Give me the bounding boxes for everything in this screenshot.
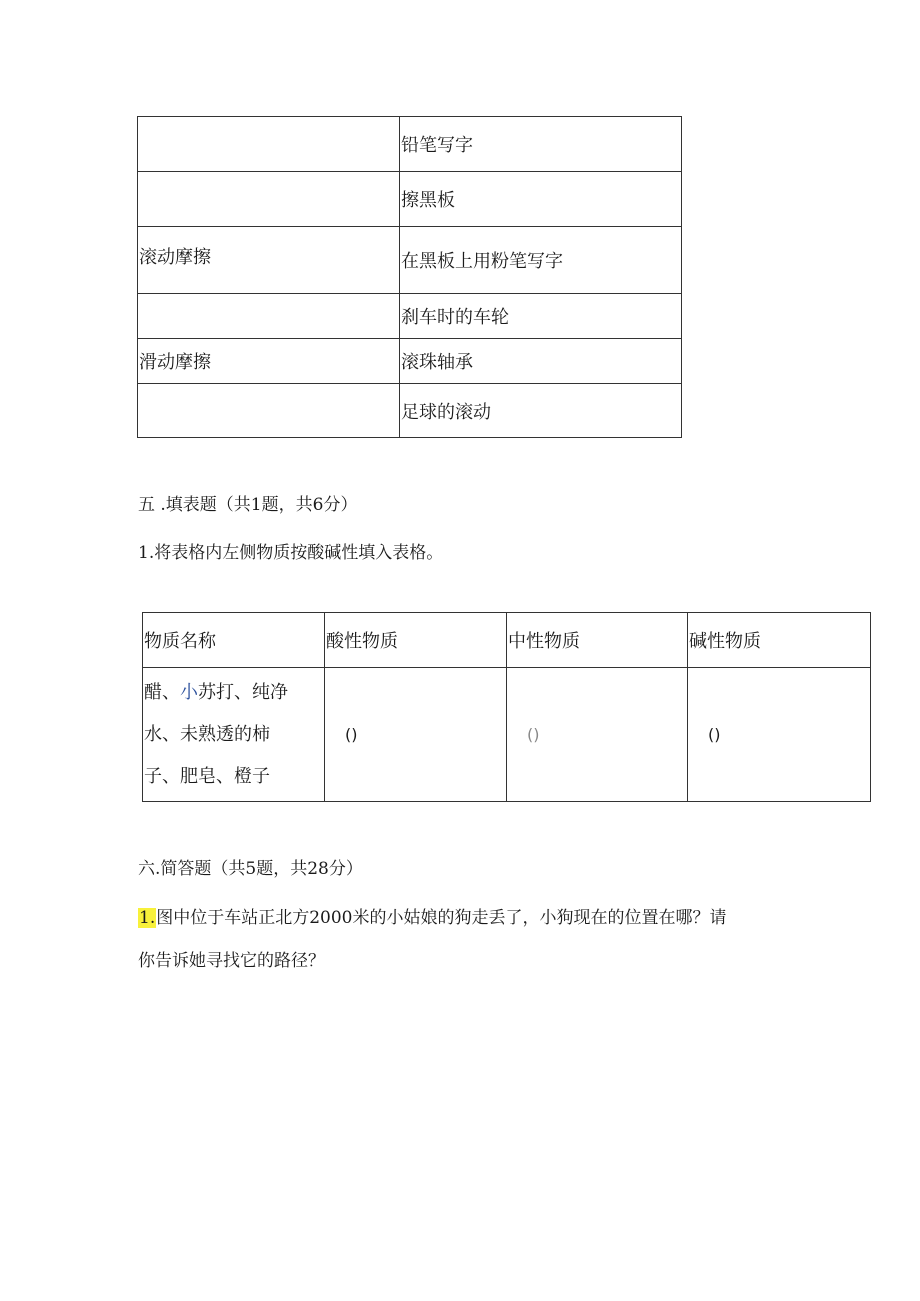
substance-list-cell	[143, 668, 325, 802]
table-row	[138, 172, 682, 227]
substance-text: 苏打、纯净	[198, 681, 288, 703]
example-cell: 在黑板上用粉笔写字	[400, 227, 682, 294]
example-cell: 擦黑板	[400, 172, 682, 227]
table-row	[138, 294, 682, 339]
friction-type-cell	[138, 294, 400, 339]
question-text: 图中位于车站正北方2000米的小姑娘的狗走丢了，小狗现在的位置在哪？请	[156, 908, 727, 928]
substance-text: 醋、	[144, 681, 180, 703]
table-row	[138, 227, 682, 294]
section-6-question-line2: 你告诉她寻找它的路径？	[138, 951, 325, 971]
acidic-answer-blank[interactable]: ()	[325, 668, 507, 802]
header-neutral: 中性物质	[507, 613, 688, 668]
header-substance-name: 物质名称	[143, 613, 325, 668]
table-row	[138, 384, 682, 438]
substance-text: 水、未熟透的柿	[144, 723, 270, 745]
substance-text: 子、肥皂、橙子	[144, 765, 270, 787]
header-acidic: 酸性物质	[325, 613, 507, 668]
example-cell: 滚珠轴承	[400, 339, 682, 384]
header-alkaline: 碱性物质	[688, 613, 871, 668]
section-5-heading: 五 .填表题（共1题，共6分）	[138, 495, 358, 515]
neutral-answer-blank[interactable]: ()	[507, 668, 688, 802]
alkaline-answer-blank[interactable]: ()	[688, 668, 871, 802]
section-6-question-line1	[138, 903, 727, 928]
table-row	[138, 117, 682, 172]
example-cell: 足球的滚动	[400, 384, 682, 438]
friction-type-cell: 滚动摩擦	[138, 227, 400, 294]
example-cell: 铅笔写字	[400, 117, 682, 172]
table-row	[143, 668, 871, 802]
section-6-heading: 六.简答题（共5题，共28分）	[138, 859, 363, 879]
friction-type-cell	[138, 117, 400, 172]
section-5-question: 1.将表格内左侧物质按酸碱性填入表格。	[138, 543, 444, 563]
friction-type-cell	[138, 384, 400, 438]
question-number: 1.	[139, 908, 156, 928]
table-header-row	[143, 613, 871, 668]
table-row	[138, 339, 682, 384]
acid-base-table	[142, 612, 871, 802]
friction-type-cell: 滑动摩擦	[138, 339, 400, 384]
friction-type-cell	[138, 172, 400, 227]
friction-matching-table	[137, 116, 682, 438]
example-cell: 刹车时的车轮	[400, 294, 682, 339]
substance-text: 小	[180, 681, 198, 703]
